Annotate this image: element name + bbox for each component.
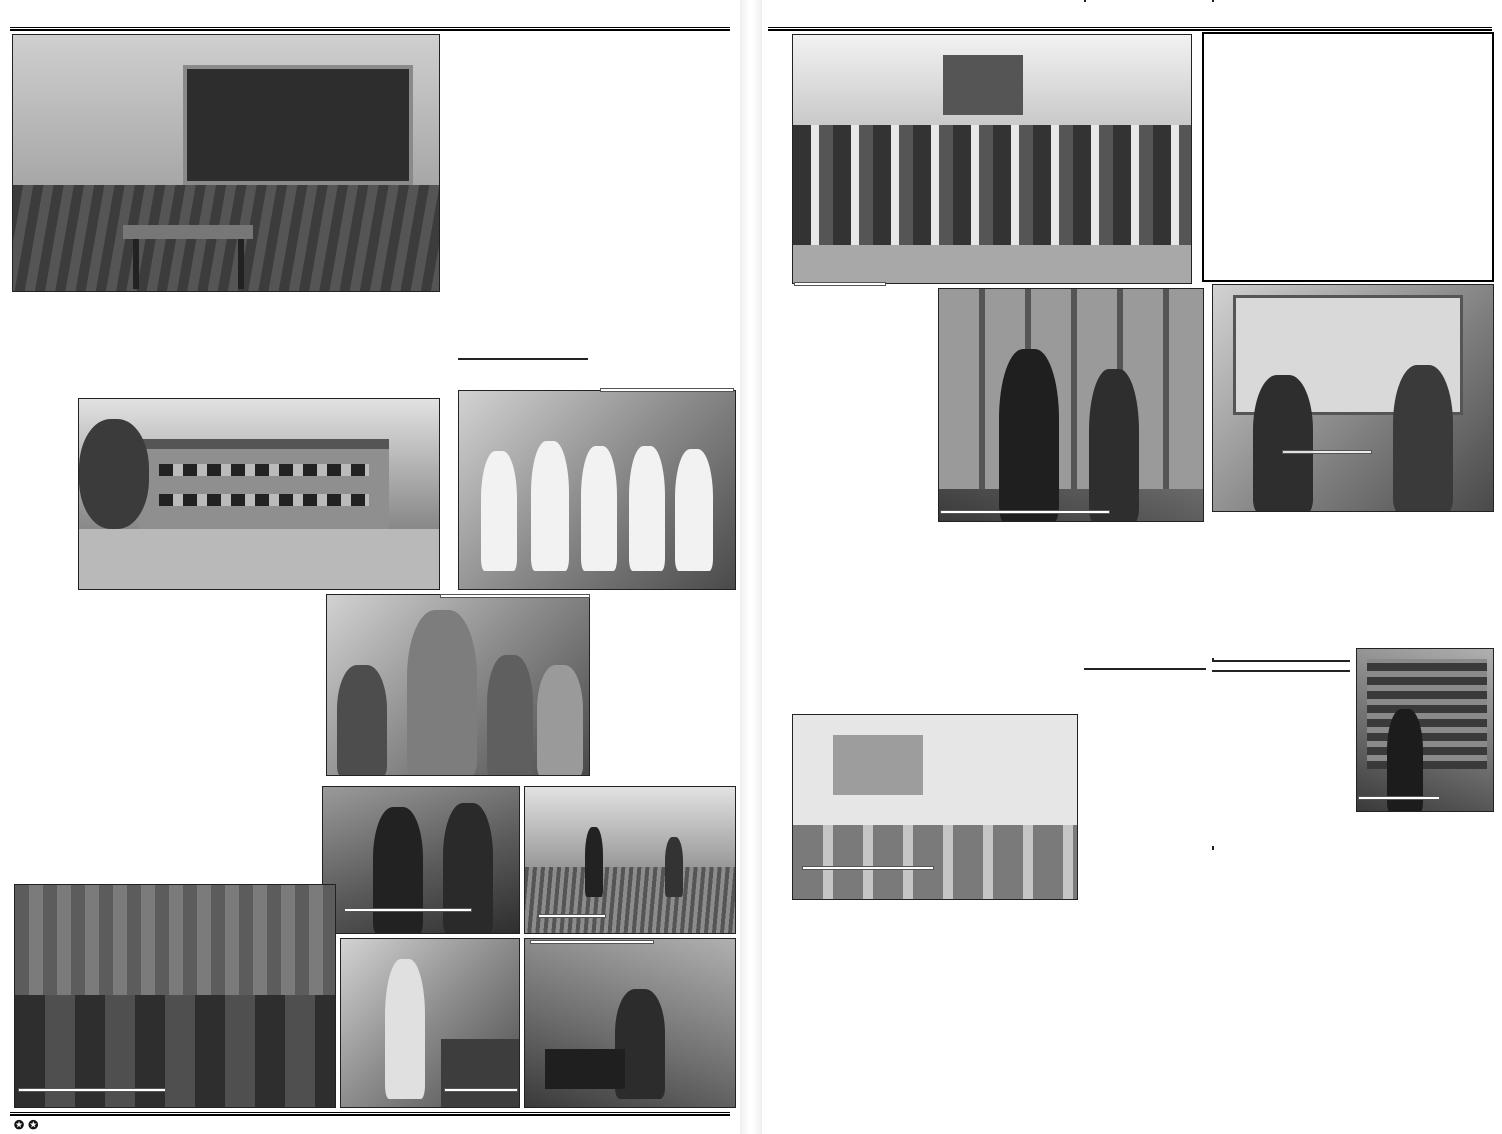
text-col-bottom-2 <box>168 788 316 884</box>
text-col-c <box>938 524 1078 690</box>
caption-flax <box>538 914 606 918</box>
photo-fashion-show <box>340 938 520 1108</box>
rule-top-right <box>768 27 1492 31</box>
text-col-a <box>792 286 932 520</box>
hero-photo-classroom <box>12 34 440 292</box>
lead-text <box>14 357 460 395</box>
caption-teachers-team <box>600 388 734 392</box>
caption-tailor <box>530 940 654 944</box>
photo-director-speech <box>326 594 590 776</box>
box-article-memories <box>1202 32 1494 282</box>
text-col-mid <box>596 594 736 784</box>
text-col-b <box>792 524 932 714</box>
text-col-top-2 <box>596 34 736 386</box>
photo-school-building <box>78 398 440 590</box>
side-text-column <box>14 398 74 608</box>
page-gutter <box>740 0 762 1134</box>
photo-electric-workshop <box>1356 648 1494 812</box>
text-col-d <box>1212 518 1350 844</box>
folio-left: ✪ ✪ <box>14 1118 39 1132</box>
rule-bottom-left <box>10 1112 730 1116</box>
photo-tailor-workshop <box>524 938 736 1108</box>
rule-top <box>10 27 730 31</box>
page-left <box>0 0 740 1134</box>
caption-charity <box>802 866 934 870</box>
photo-teachers-team <box>458 390 736 590</box>
caption-workshop <box>1358 796 1440 800</box>
photo-jermakovs-lesson <box>1212 284 1494 512</box>
text-col-c2 <box>1084 524 1206 904</box>
caption-uniforms <box>344 908 472 912</box>
caption-fashion <box>444 1088 518 1092</box>
caption-lesson <box>1282 450 1372 454</box>
page-right <box>762 0 1502 1134</box>
box-lead <box>1210 42 1486 226</box>
text-col-top-1 <box>448 34 590 296</box>
photo-charity-classroom <box>792 714 1078 900</box>
photo-flax-harvest <box>524 786 736 934</box>
caption-exam <box>940 510 1110 514</box>
photo-electricians-exam <box>938 288 1204 522</box>
text-col-e <box>1356 518 1494 644</box>
photo-staff-1984 <box>14 884 336 1108</box>
body-text-history <box>14 610 314 786</box>
caption-director <box>440 594 590 598</box>
text-col-bottom-1 <box>14 788 162 884</box>
photo-graduation-2018 <box>792 34 1192 284</box>
caption-staff <box>18 1088 166 1092</box>
